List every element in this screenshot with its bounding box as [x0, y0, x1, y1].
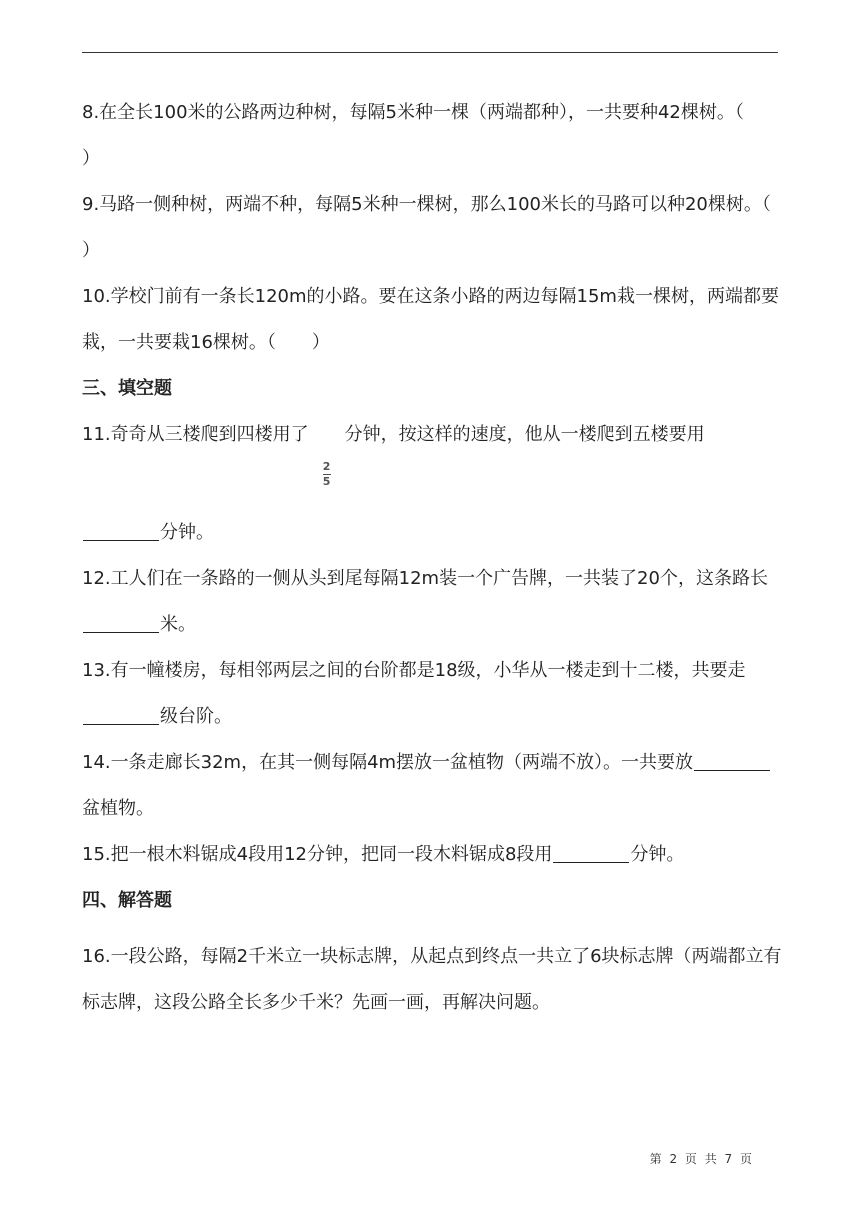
question-14-after: 盆植物。 — [82, 798, 154, 819]
question-11 — [82, 412, 782, 488]
answer-blank-13[interactable] — [83, 706, 159, 725]
question-13 — [82, 648, 782, 740]
header-rule — [82, 52, 778, 53]
question-11-before: 11.奇奇从三楼爬到四楼用了 — [82, 424, 309, 445]
question-12-after: 米。 — [160, 614, 196, 635]
section-title-answer: 四、解答题 — [82, 890, 172, 911]
question-12 — [82, 556, 782, 648]
answer-blank-11[interactable] — [83, 522, 159, 541]
question-15-after: 分钟。 — [630, 844, 685, 865]
question-13-before: 13.有一幢楼房，每相邻两层之间的台阶都是18级，小华从一楼走到十二楼，共要走 — [82, 660, 746, 681]
question-16: 16.一段公路，每隔2千米立一块标志牌，从起点到终点一共立了6块标志牌（两端都立有标志牌，这段公路全长多少千米？先画一画，再解决问题。 — [82, 946, 782, 1013]
question-12-before: 12.工人们在一条路的一侧从头到尾每隔12m装一个广告牌，一共装了20个，这条路长 — [82, 568, 768, 589]
question-11-after: 分钟，按这样的速度，他从一楼爬到五楼要用 — [344, 424, 705, 445]
question-10: 10.学校门前有一条长120m的小路。要在这条小路的两边每隔15m栽一棵树，两端都要栽，一共要栽16棵树。（ ） — [82, 286, 779, 353]
answer-blank-15[interactable] — [553, 844, 629, 863]
fraction-numerator: 2 — [322, 460, 331, 473]
page-content — [82, 90, 807, 1026]
section-title-fill-blank: 三、填空题 — [82, 378, 172, 399]
question-15 — [82, 832, 782, 878]
question-9: 9.马路一侧种树，两端不种，每隔5米种一棵树，那么100米长的马路可以种20棵树。（ ） — [82, 194, 807, 261]
answer-blank-14[interactable] — [694, 752, 770, 771]
answer-blank-12[interactable] — [83, 614, 159, 633]
question-11-answer-line — [82, 510, 782, 556]
question-14 — [82, 740, 782, 832]
question-15-before: 15.把一根木料锯成4段用12分钟，把同一段木料锯成8段用 — [82, 844, 553, 865]
page-footer: 第 2 页 共 7 页 — [649, 1152, 754, 1166]
question-14-before: 14.一条走廊长32m，在其一侧每隔4m摆放一盆植物（两端不放）。一共要放 — [82, 752, 694, 773]
fraction — [323, 461, 331, 488]
question-11-end: 分钟。 — [160, 522, 214, 543]
fraction-denominator: 5 — [322, 475, 331, 488]
question-13-after: 级台阶。 — [160, 706, 232, 727]
question-8: 8.在全长100米的公路两边种树，每隔5米种一棵（两端都种），一共要种42棵树。（ ） — [82, 102, 780, 169]
spacer — [82, 488, 782, 510]
